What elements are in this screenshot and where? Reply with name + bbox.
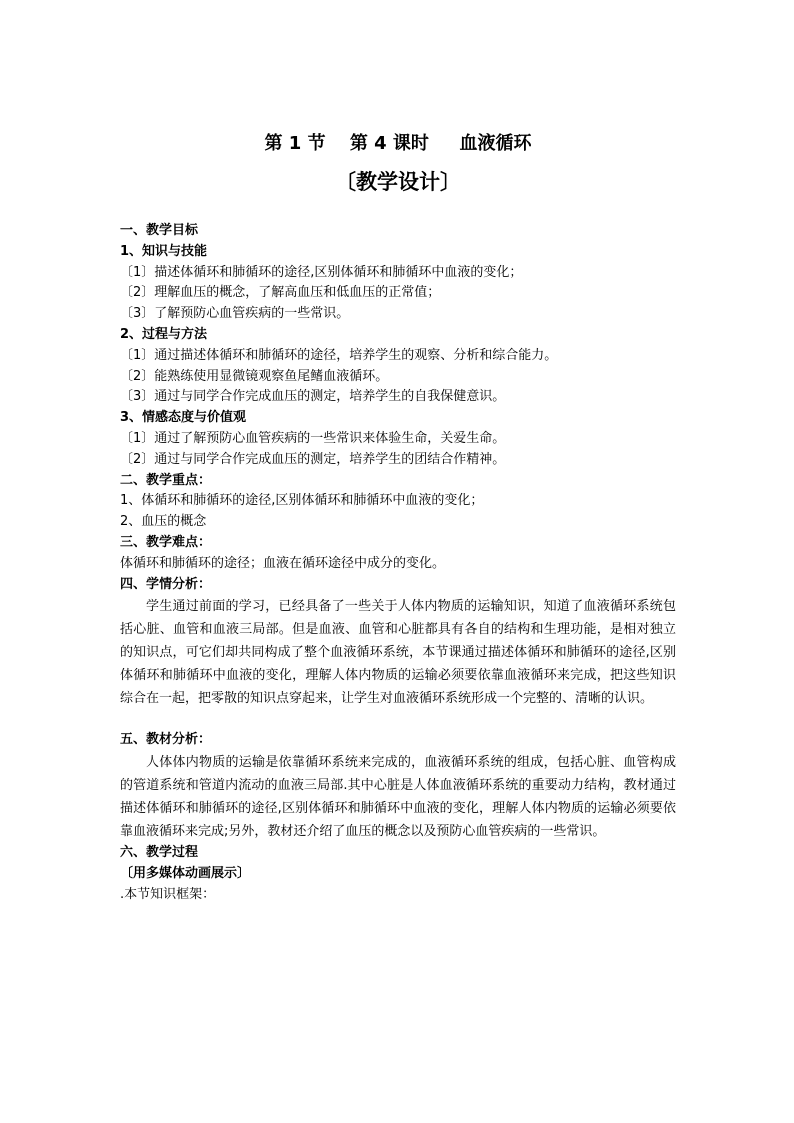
difficulties-text: 体循环和肺循环的途径；血液在循环途径中成分的变化。 [120,555,446,571]
list-item: 2、血压的概念 [120,514,207,530]
list-item: 〔1〕描述体循环和肺循环的途径,区别体循环和肺循环中血液的变化； [120,264,523,280]
subheading-process: 2、过程与方法 [120,326,208,342]
list-item: 〔1〕通过了解预防心血管疾病的一些常识来体验生命，关爱生命。 [120,430,506,446]
list-item: 〔3〕通过与同学合作完成血压的测定，培养学生的自我保健意识。 [120,389,506,405]
section-heading-materials: 五、教材分析： [120,732,212,748]
list-item: 1、体循环和肺循环的途径,区别体循环和肺循环中血液的变化； [120,493,484,509]
page-title: 第 1 节 第 4 课时 血液循环 [264,133,532,154]
document-page [120,133,676,906]
section-heading-key-points: 二、教学重点： [120,472,212,488]
list-item: 〔3〕了解预防心血管疾病的一些常识。 [120,306,350,322]
process-note: 〔用多媒体动画展示〕 [120,865,251,881]
section-heading-objectives: 一、教学目标 [120,223,199,238]
list-item: 〔2〕能熟练使用显微镜观察鱼尾鳍血液循环。 [120,368,389,384]
section-heading-process: 六、教学过程 [120,845,199,861]
list-item: 〔1〕通过描述体循环和肺循环的途径，培养学生的观察、分析和综合能力。 [120,347,558,363]
section-heading-analysis: 四、学情分析： [120,576,212,592]
list-item: 〔2〕通过与同学合作完成血压的测定，培养学生的团结合作精神。 [120,451,506,467]
materials-paragraph: 人体体内物质的运输是依靠循环系统来完成的，血液循环系统的组成，包括心脏、血管构成的管道系统和管道内流动的血液三局部.其中心脏是人体血液循环系统的重要动力结构，教材通过描述体循环和肺循环的途径,区别体循环和肺循环中血液的变化，理解人体内物质的运输必须要依靠血液循环来完成;另外，教材还介绍了血压的概念以及预防心血管疾病的一些常识。 [120,755,676,840]
subheading-attitude: 3、情感态度与价值观 [120,410,247,426]
subheading-knowledge: 1、知识与技能 [120,243,208,259]
analysis-paragraph: 学生通过前面的学习，已经具备了一些关于人体内物质的运输知识，知道了血液循环系统包括心脏、血管和血液三局部。但是血液、血管和心脏都具有各自的结构和生理功能，是相对独立的知识点，可它们却共同构成了整个血液循环系统，本节课通过描述体循环和肺循环的途径,区别体循环和肺循环中血液的变化，理解人体内物质的运输必须要依靠血液循环来完成，把这些知识综合在一起，把零散的知识点穿起来，让学生对血液循环系统形成一个完整的、清晰的认识。 [120,599,676,707]
knowledge-framework-label: .本节知识框架： [120,886,216,902]
page-subtitle: 〔教学设计〕 [335,170,461,194]
section-heading-difficulties: 三、教学难点： [120,534,212,550]
list-item: 〔2〕理解血压的概念，了解高血压和低血压的正常值； [120,285,441,301]
